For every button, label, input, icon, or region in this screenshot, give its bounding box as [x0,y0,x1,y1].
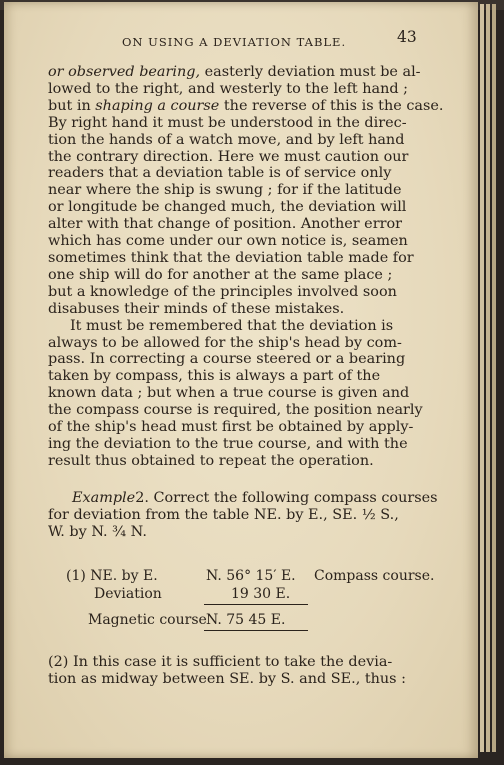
text-line [48,267,434,284]
text-fragment: By right hand it must be understood in the direc- [48,114,407,131]
paragraph-2 [48,318,434,470]
text-line [48,233,434,250]
compass-course-note: Compass course. [314,568,435,584]
deviation-value: 19 30 E. [231,586,291,602]
text-line [48,301,434,318]
text-line: result thus obtained to repeat the operation. [48,452,374,469]
text-fragment: lowed to the right, and westerly to the left hand ; [48,80,408,97]
text-fragment: disabuses their minds of these mistakes. [48,300,345,317]
text-line [48,149,434,166]
text-line [48,115,434,132]
text-fragment: one ship will do for another at the same place ; [48,266,393,283]
text-line [48,132,434,149]
text-fragment: the reverse of this is the case. [219,97,444,114]
text-fragment: tion the hands of a watch move, and by left hand [48,131,405,148]
example-line [48,490,438,507]
example-line: for deviation from the table NE. by E., SE. ½ S., [48,507,399,523]
compass-course-value: N. 56° 15′ E. [206,568,296,584]
text-line [48,165,434,182]
text-line [48,182,434,199]
text-fragment: or longitude be changed much, the deviation will [48,199,407,216]
paragraph-1 [48,64,444,318]
text-fragment: easterly deviation must be al- [200,64,421,80]
text-fragment: but in [48,97,96,114]
running-head: ON USING A DEVIATION TABLE. [122,35,347,49]
page-edge [486,4,490,752]
example-text: 2. Correct the following compass courses [135,490,438,506]
body-text [48,64,444,470]
italic-text: shaping a course [95,97,220,114]
text-line [48,64,434,81]
page-header [4,28,478,54]
text-fragment: sometimes think that the deviation table made for [48,249,414,266]
text-line [48,250,434,267]
text-fragment: alter with that change of position. Another error [48,216,403,233]
text-line: It must be remembered that the deviation is [70,317,394,334]
text-line: ing the deviation to the true course, and with the [48,435,408,452]
book-page [4,2,478,758]
result-rule [204,630,308,631]
text-line: (2) In this case it is sufficient to take the devia- [48,654,393,670]
text-line: the compass course is required, the position nearly [48,402,423,419]
magnetic-course-label: Magnetic course [88,612,207,628]
text-line: taken by compass, this is always a part of the [48,368,381,385]
compass-course-label: (1) NE. by E. [66,568,158,584]
magnetic-course-value: N. 75 45 E. [206,612,286,628]
text-line: tion as midway between SE. by S. and SE., thus : [48,671,406,687]
final-paragraph [48,654,434,688]
example-line: W. by N. ¾ N. [48,524,147,540]
text-fragment: near where the ship is swung ; for if the latitude [48,182,402,199]
text-line [48,216,434,233]
text-fragment: which has come under our own notice is, seamen [48,233,408,250]
text-line: pass. In correcting a course steered or a bearing [48,351,406,368]
page-number: 43 [397,28,417,46]
text-fragment: the contrary direction. Here we must caution our [48,148,409,165]
text-line [48,284,434,301]
example-label: Example [72,490,136,506]
text-fragment: readers that a deviation table is of service only [48,165,392,182]
text-line [48,199,434,216]
example-2 [48,490,438,541]
text-line [48,81,434,98]
text-fragment: but a knowledge of the principles involved soon [48,283,397,300]
sum-rule [204,604,308,605]
page-edge [492,4,496,752]
italic-text: or observed bearing, [48,64,201,80]
text-line: known data ; but when a true course is given and [48,385,410,402]
text-line: always to be allowed for the ship's head by com- [48,334,402,351]
deviation-label: Deviation [94,586,162,602]
text-line: of the ship's head must first be obtained by apply- [48,419,414,436]
page-edge [480,4,484,752]
text-line [48,97,444,115]
